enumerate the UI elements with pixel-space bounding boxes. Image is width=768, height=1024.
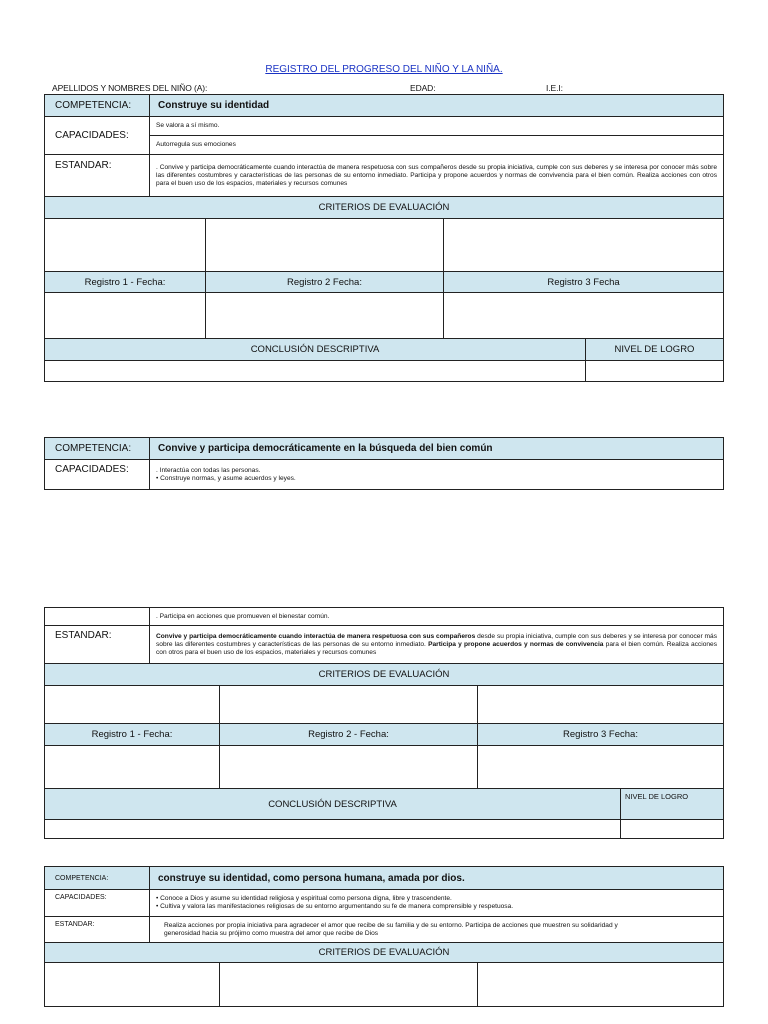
criterio-cell-1[interactable] [45, 963, 220, 1007]
conclusion-header: CONCLUSIÓN DESCRIPTIVA [45, 789, 621, 820]
criterio-cell-1[interactable] [45, 686, 220, 724]
registro-3-cell[interactable] [444, 293, 724, 339]
age-label: EDAD: [410, 83, 436, 93]
criterios-header: CRITERIOS DE EVALUACIÓN [45, 197, 724, 219]
registro-1-cell[interactable] [45, 293, 206, 339]
registro-1-header: Registro 1 - Fecha: [45, 724, 220, 746]
registro-3-header: Registro 3 Fecha: [478, 724, 724, 746]
nivel-logro-cell[interactable] [621, 820, 724, 839]
capacidades-label: CAPACIDADES: [45, 890, 150, 917]
capacidad-item: . Participa en acciones que promueven el bienestar común. [150, 608, 724, 626]
registro-2-cell[interactable] [206, 293, 444, 339]
criterio-cell-3[interactable] [478, 686, 724, 724]
criterio-cell-2[interactable] [206, 219, 444, 272]
registro-3-header: Registro 3 Fecha [444, 272, 724, 293]
competencia-label: COMPETENCIA: [45, 95, 150, 117]
section-4-table [44, 866, 724, 1007]
iei-label: I.E.I: [546, 83, 563, 93]
registro-2-header: Registro 2 Fecha: [206, 272, 444, 293]
page-title: REGISTRO DEL PROGRESO DEL NIÑO Y LA NIÑA. [265, 64, 503, 75]
section-1-table [44, 94, 724, 382]
capacidades-label-empty [45, 608, 150, 626]
conclusion-header: CONCLUSIÓN DESCRIPTIVA [45, 339, 586, 361]
capacidades-label: CAPACIDADES: [45, 117, 150, 155]
estandar-span: para el bien común. Realiza acciones con otros para el buen uso de los espacios, materiales y recursos comunes [156, 640, 717, 656]
criterio-cell-2[interactable] [220, 963, 478, 1007]
conclusion-cell[interactable] [45, 361, 586, 382]
estandar-label: ESTANDAR: [45, 917, 150, 943]
competencia-label: COMPETENCIA: [45, 867, 150, 890]
competencia-label: COMPETENCIA: [45, 438, 150, 460]
estandar-text [150, 626, 724, 664]
estandar-label: ESTANDAR: [45, 626, 150, 664]
capacidad-item: . Interactúa con todas las personas. [156, 466, 261, 474]
section-2-table [44, 437, 724, 490]
criterios-header: CRITERIOS DE EVALUACIÓN [45, 664, 724, 686]
estandar-text: . Convive y participa democráticamente cuando interactúa de manera respetuosa con sus compañeros desde su propia iniciativa, cumple con sus deberes y se interesa por conocer más sobre las diferentes costumbres y características de las personas de su entorno inmediato. Participa y propone acuerdos y normas de convivencia para el bien común. Realiza acciones con otros para el buen uso de los espacios, materiales y recursos comunes [150, 155, 724, 197]
criterios-header: CRITERIOS DE EVALUACIÓN [45, 943, 724, 963]
capacidades-list [150, 460, 724, 490]
capacidad-item: • Cultiva y valora las manifestaciones religiosas de su entorno argumentando su fe de manera comprensible y respetuosa. [156, 903, 514, 910]
capacidad-item: Se valora a sí mismo. [150, 117, 724, 136]
registro-2-cell[interactable] [220, 746, 478, 789]
estandar-text: Realiza acciones por propia iniciativa para agradecer el amor que recibe de su familia y de su entorno. Participa de acciones que muestren su solidaridad y generosidad hacia su prójimo como muestra del amor que recibe de Dios [150, 917, 724, 943]
criterio-cell-2[interactable] [220, 686, 478, 724]
estandar-bold: Convive y participa democráticamente cuando interactúa de manera respetuosa con sus compañeros [156, 632, 476, 640]
section-3-table [44, 607, 724, 839]
nivel-logro-header: NIVEL DE LOGRO [621, 789, 724, 820]
competencia-value: Construye su identidad [150, 95, 724, 117]
criterio-cell-3[interactable] [478, 963, 724, 1007]
estandar-span: desde su propia iniciativa, cumple con sus deberes y se interesa por conocer más sobre las diferentes costumbres y características de las personas de su entorno inmediato. [156, 632, 717, 648]
registro-1-header: Registro 1 - Fecha: [45, 272, 206, 293]
registro-1-cell[interactable] [45, 746, 220, 789]
nivel-logro-header: NIVEL DE LOGRO [586, 339, 724, 361]
capacidades-label: CAPACIDADES: [45, 460, 150, 490]
capacidad-item: • Conoce a Dios y asume su identidad religiosa y espiritual como persona digna, libre y trascendente. [156, 895, 452, 902]
competencia-value: construye su identidad, como persona humana, amada por dios. [150, 867, 724, 890]
capacidad-item: • Construye normas, y asume acuerdos y leyes. [156, 474, 296, 482]
criterio-cell-3[interactable] [444, 219, 724, 272]
estandar-bold: Participa y propone acuerdos y normas de convivencia [428, 640, 604, 648]
criterio-cell-1[interactable] [45, 219, 206, 272]
conclusion-cell[interactable] [45, 820, 621, 839]
estandar-label: ESTANDAR: [45, 155, 150, 197]
registro-2-header: Registro 2 - Fecha: [220, 724, 478, 746]
capacidad-item: Autorregula sus emociones [150, 136, 724, 155]
competencia-value: Convive y participa democráticamente en la búsqueda del bien común [150, 438, 724, 460]
capacidades-list [150, 890, 724, 917]
student-names-label: APELLIDOS Y NOMBRES DEL NIÑO (A): [52, 83, 208, 93]
nivel-logro-cell[interactable] [586, 361, 724, 382]
registro-3-cell[interactable] [478, 746, 724, 789]
